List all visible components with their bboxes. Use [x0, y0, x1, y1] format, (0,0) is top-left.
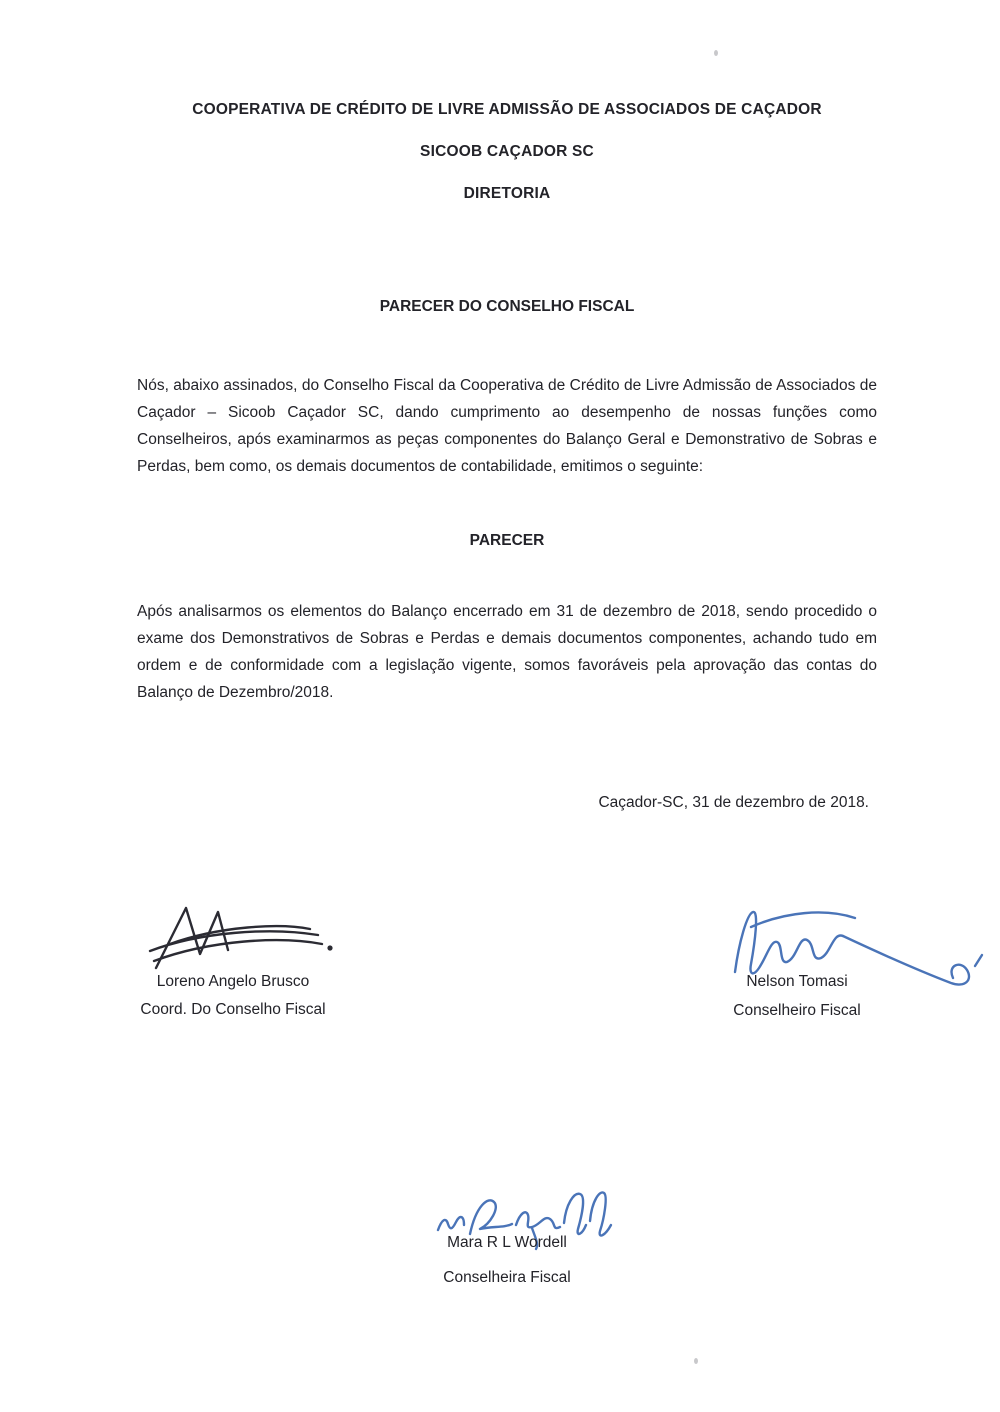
signature-role-loreno: Coord. Do Conselho Fiscal: [140, 1001, 326, 1018]
scan-artifact: [714, 50, 718, 56]
paragraph-opinion: Após analisarmos os elementos do Balanço encerrado em 31 de dezembro de 2018, sendo procedido o exame dos Demonstrativos de Sobras e Perdas e demais documentos componentes, achando tudo em ordem e de conformidade com a legislação vigente, somos favoráveis pela aprovação das contas do Balanço de Dezembro/2018.: [137, 603, 877, 701]
signature-role-nelson: Conselheiro Fiscal: [733, 1002, 861, 1019]
header-line-2: SICOOB CAÇADOR SC: [420, 143, 594, 160]
signature-name-loreno: Loreno Angelo Brusco: [156, 973, 310, 990]
header-line-3: DIRETORIA: [463, 185, 551, 202]
paragraph-intro: Nós, abaixo assinados, do Conselho Fiscal da Cooperativa de Crédito de Livre Admissão de Associados de Caçador – Sicoob Caçador SC, dando cumprimento ao desempenho de nossas funções como Conselheiros, após examinarmos as peças componentes do Balanço Geral e Demonstrativo de Sobras e Perdas, bem como, os demais documentos de contabilidade, emitimos o seguinte:: [137, 377, 877, 475]
signature-name-nelson: Nelson Tomasi: [746, 973, 848, 990]
section-title-parecer: PARECER: [469, 532, 545, 549]
header-line-1: COOPERATIVA DE CRÉDITO DE LIVRE ADMISSÃO DE ASSOCIADOS DE CAÇADOR: [192, 101, 822, 118]
signature-name-mara: Mara R L Wordell: [447, 1234, 567, 1251]
signature-role-mara: Conselheira Fiscal: [443, 1269, 571, 1286]
document-title: PARECER DO CONSELHO FISCAL: [379, 298, 635, 315]
scan-artifact: [694, 1358, 698, 1364]
signature-loreno-icon: [140, 898, 345, 976]
date-line: Caçador-SC, 31 de dezembro de 2018.: [598, 794, 869, 811]
